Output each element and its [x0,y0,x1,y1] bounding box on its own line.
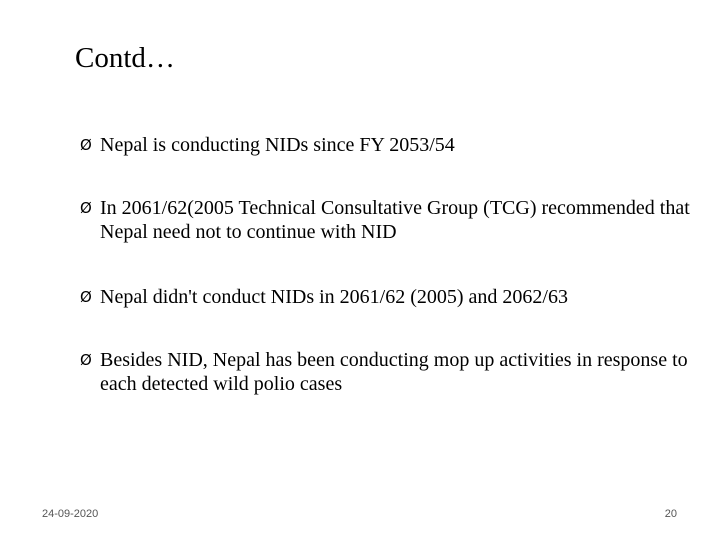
bullet-item [80,348,700,396]
bullet-item [80,133,700,157]
arrow-bullet-icon: Ø [80,288,92,306]
arrow-bullet-icon: Ø [80,136,92,154]
slide-title: Contd… [75,42,175,74]
footer-date: 24-09-2020 [42,508,99,520]
arrow-bullet-icon: Ø [80,199,92,217]
bullet-text: In 2061/62(2005 Technical Consultative Group (TCG) recommended that Nepal need not to continue with NID [100,197,690,243]
bullet-item [80,196,700,244]
bullet-text: Nepal is conducting NIDs since FY 2053/54 [100,134,455,156]
bullet-item [80,285,700,309]
slide-number: 20 [664,508,677,520]
bullet-text: Besides NID, Nepal has been conducting mop up activities in response to each detected wild polio cases [100,349,688,395]
arrow-bullet-icon: Ø [80,351,92,369]
bullet-text: Nepal didn't conduct NIDs in 2061/62 (2005) and 2062/63 [100,286,568,308]
